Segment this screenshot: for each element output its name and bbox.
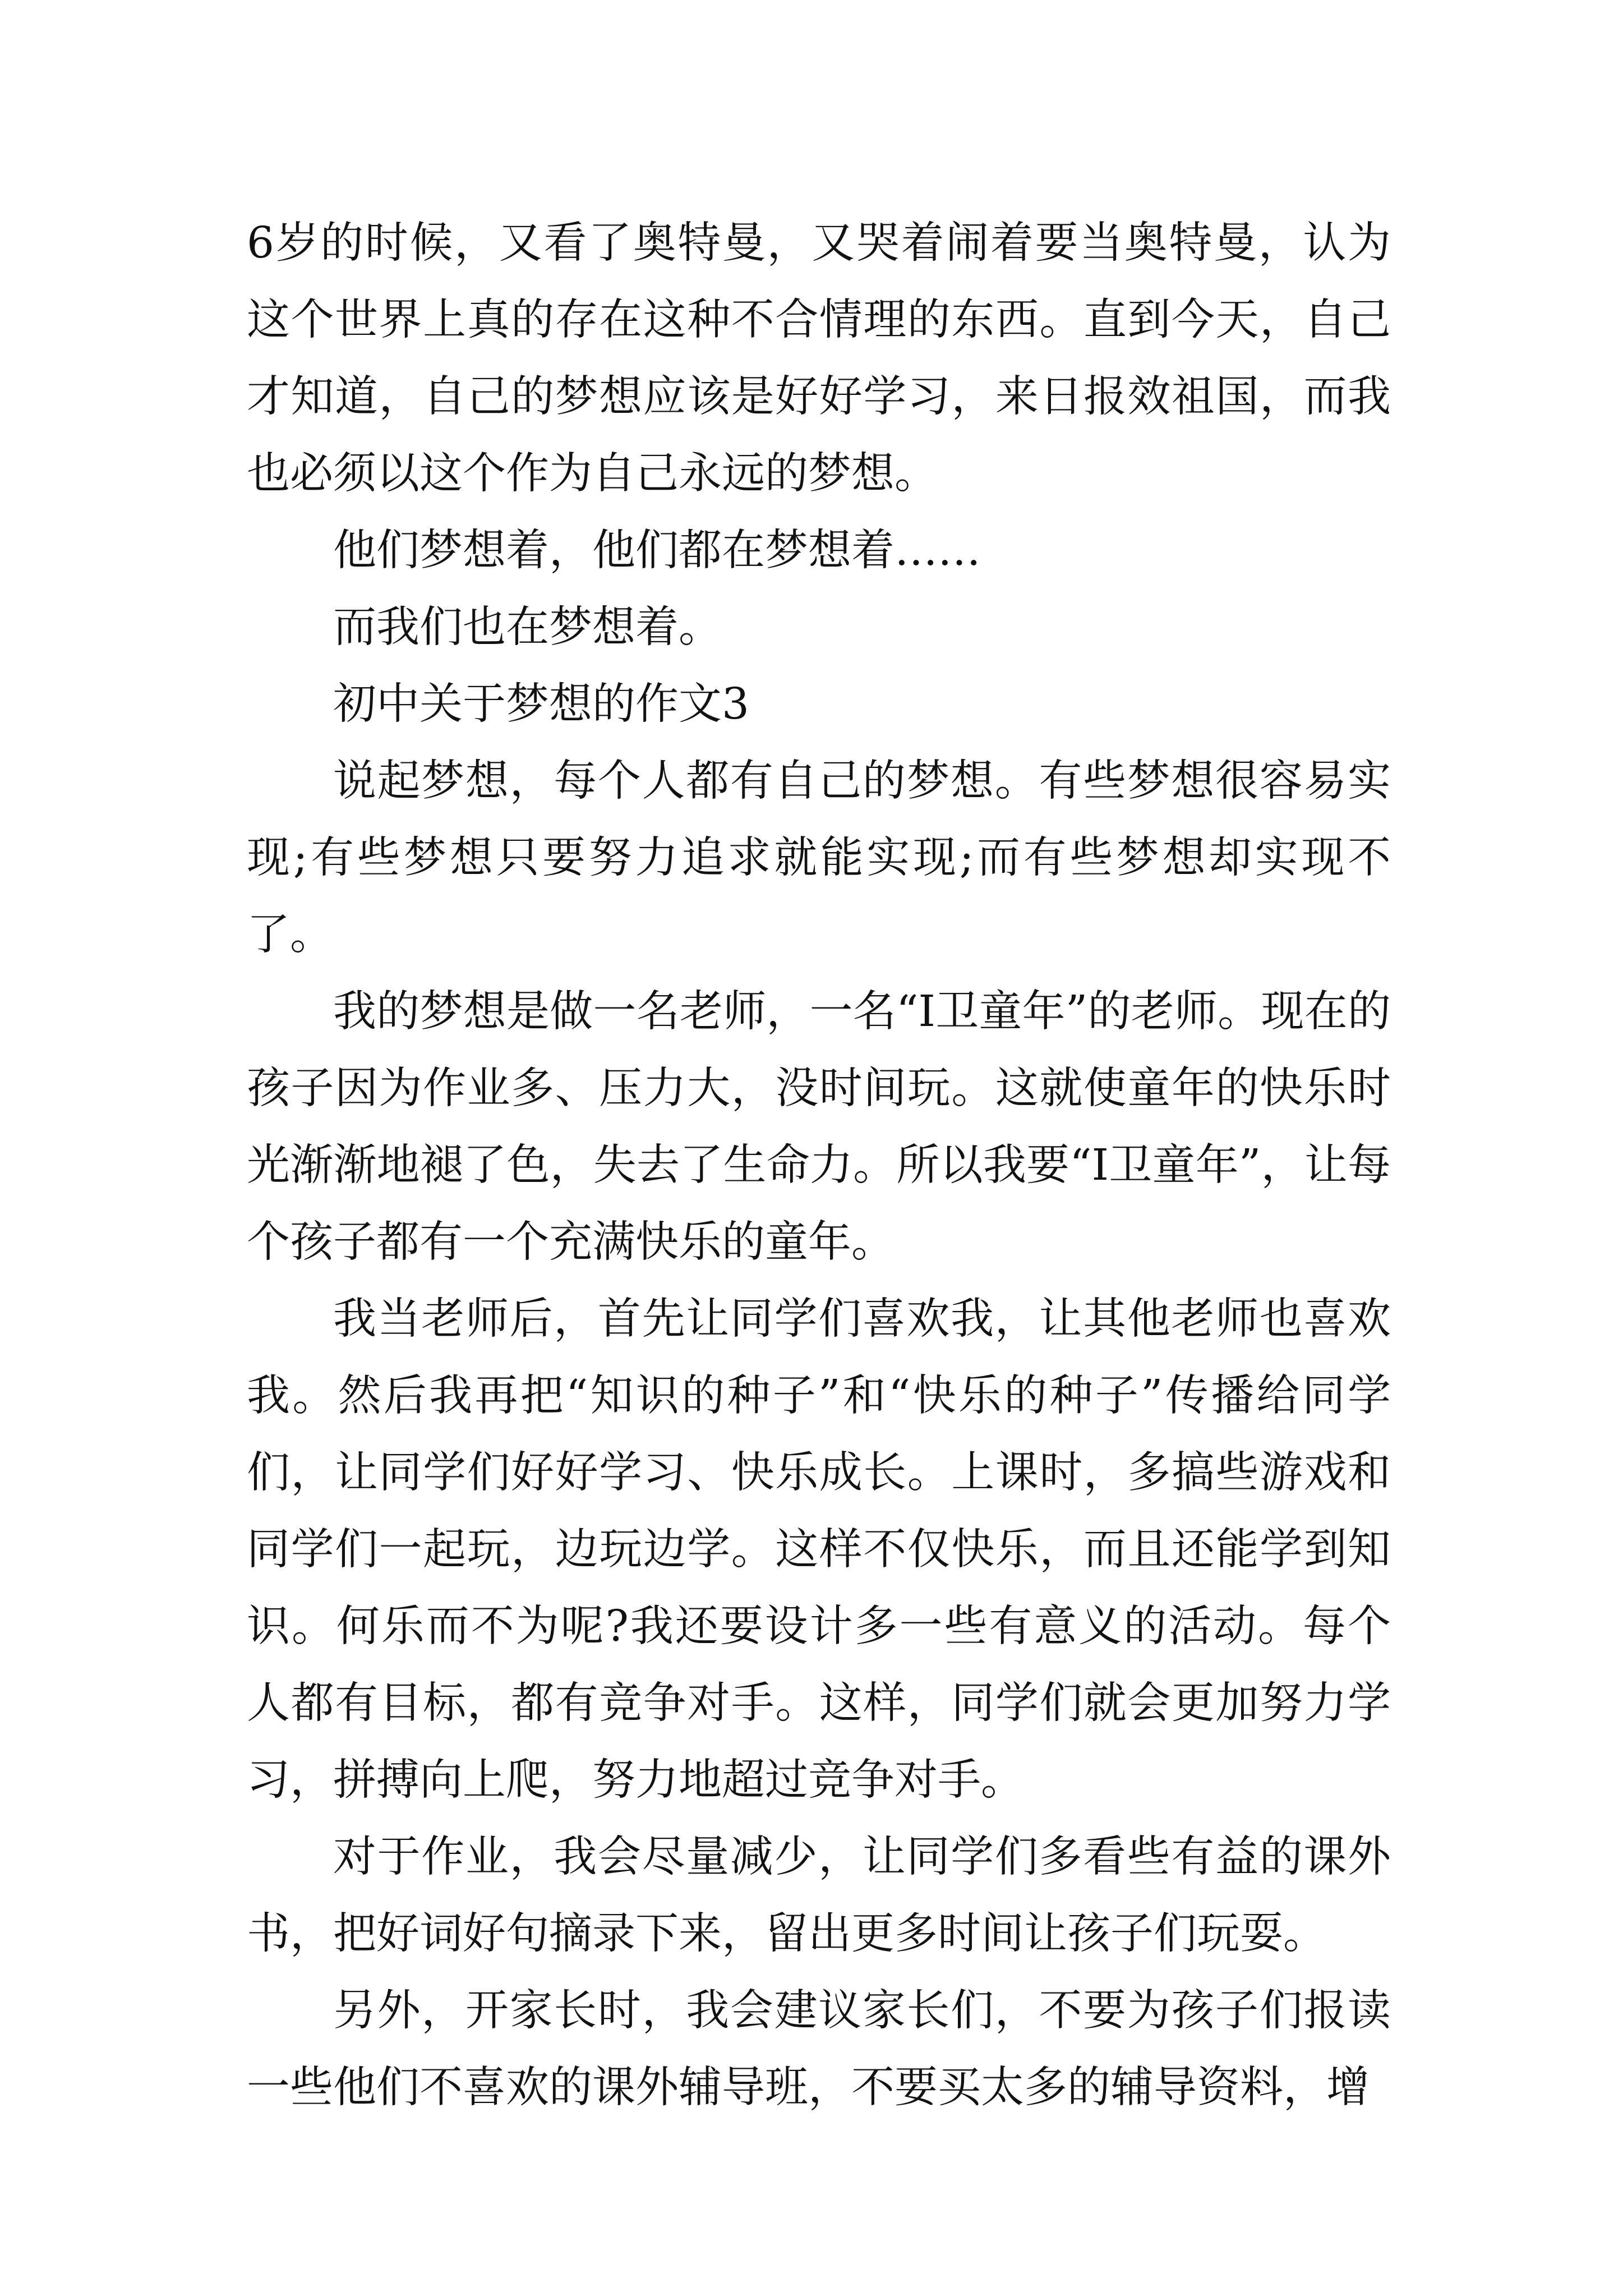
paragraph-5: 我的梦想是做一名老师，一名“I卫童年”的老师。现在的孩子因为作业多、压力大，没时间玩。这就使童年的快乐时光渐渐地褪了色，失去了生命力。所以我要“I卫童年”，让每个孩子都有一个充满快乐的童年。: [247, 987, 1391, 1267]
paragraph-3: 而我们也在梦想着。: [333, 602, 722, 652]
paragraph-4: 说起梦想，每个人都有自己的梦想。有些梦想很容易实现;有些梦想只要努力追求就能实现;而有些梦想却实现不了。: [247, 756, 1391, 960]
paragraph-7: 对于作业，我会尽量减少，让同学们多看些有益的课外书，把好词好句摘录下来，留出更多时间让孩子们玩耍。: [247, 1832, 1391, 1959]
paragraph-2: 他们梦想着，他们都在梦想着……: [333, 526, 981, 576]
paragraph-8: 另外，开家长时，我会建议家长们，不要为孩子们报读一些他们不喜欢的课外辅导班，不要买太多的辅导资料，增: [247, 1986, 1391, 2113]
section-heading: 初中关于梦想的作文3: [333, 679, 749, 729]
paragraph-1: 6岁的时候，又看了奥特曼，又哭着闹着要当奥特曼，认为这个世界上真的存在这种不合情理的东西。直到今天，自己才知道，自己的梦想应该是好好学习，来日报效祖国，而我也必须以这个作为自己永远的梦想。: [247, 218, 1391, 499]
document-body: [247, 205, 1391, 2126]
paragraph-6: 我当老师后，首先让同学们喜欢我，让其他老师也喜欢我。然后我再把“知识的种子”和“快乐的种子”传播给同学们，让同学们好好学习、快乐成长。上课时，多搞些游戏和同学们一起玩，边玩边学。这样不仅快乐，而且还能学到知识。何乐而不为呢?我还要设计多一些有意义的活动。每个人都有目标，都有竞争对手。这样，同学们就会更加努力学习，拼搏向上爬，努力地超过竞争对手。: [247, 1294, 1391, 1805]
